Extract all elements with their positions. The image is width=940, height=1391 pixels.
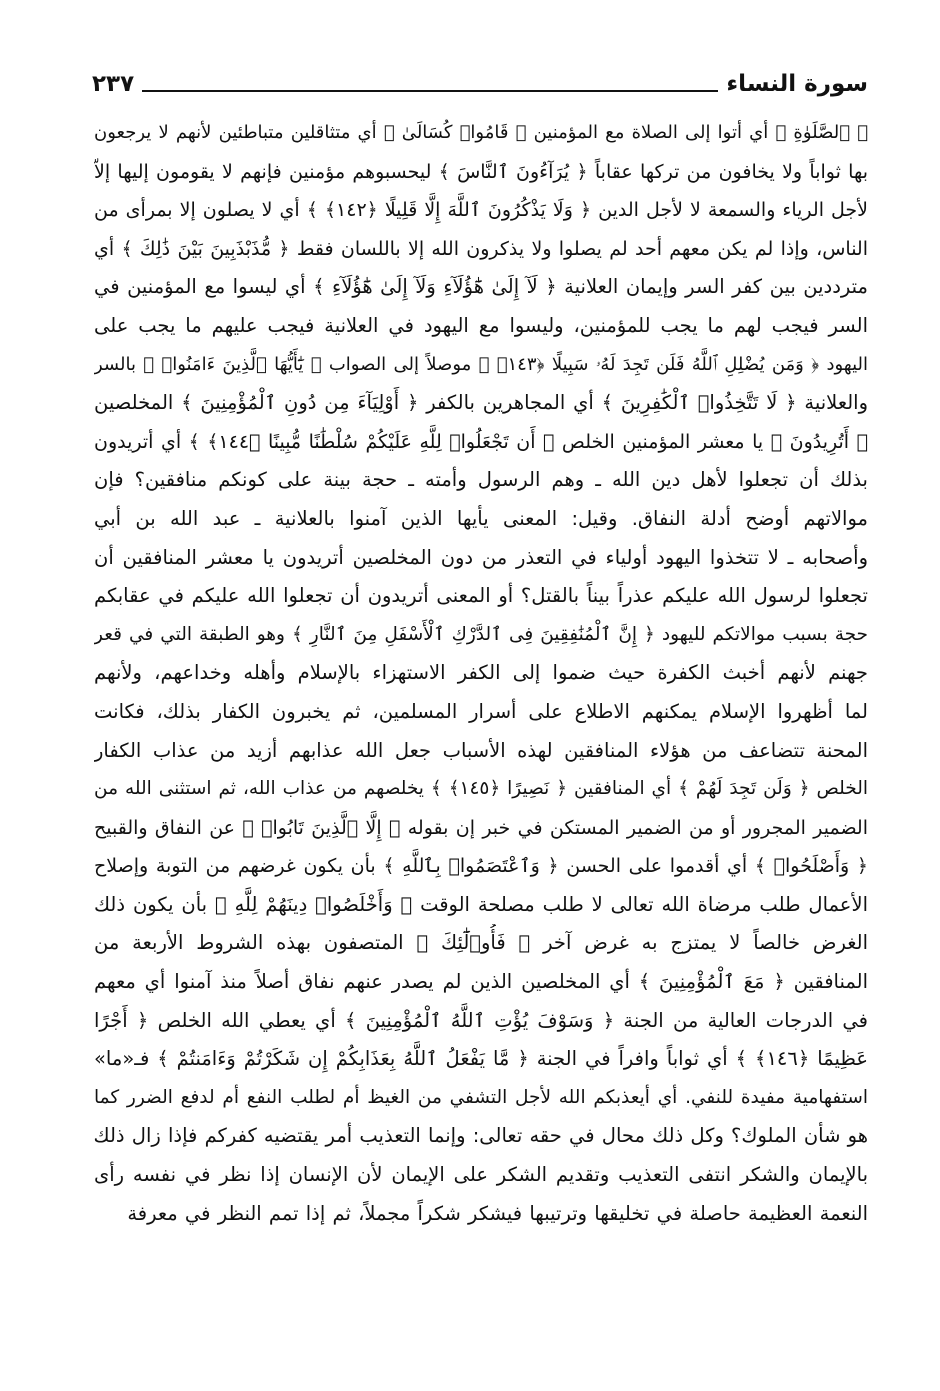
text-line: السر فيجب لهم ما يجب للمؤمنين، وليسوا مع اليهود في العلانية فيجب عليهم ما يجب على: [94, 313, 868, 337]
text-line: الضمير المجرور أو من الضمير المستكن في خبر إن بقوله ﴿ إِلَّا ٱلَّذِينَ تَابُوا۟ ﴾ عن النفاق والقبيح: [94, 816, 868, 839]
text-line: الأعمال طلب مرضاة الله تعالى لا طلب مصلحة الوقت ﴿ وَأَخْلَصُوا۟ دِينَهُمْ لِلَّهِ ﴾ بأن يكون ذلك: [94, 892, 868, 916]
header-rule: [142, 90, 718, 92]
text-line: والعلانية ﴿ لَا تَتَّخِذُوا۟ ٱلْكَٰفِرِينَ ﴾ أي المجاهرين بالكفر ﴿ أَوْلِيَآءَ مِن دُونِ ٱلْمُؤْمِنِينَ ﴾ المخلصين: [94, 391, 868, 415]
text-line: هو شأن الملوك؟ وكل ذلك محال في حقه تعالى: وإنما التعذيب أمر يقتضيه كفركم فإذا زال ذلك: [94, 1124, 868, 1148]
text-line: لما أظهروا الإسلام يمكنهم الاطلاع على أسرار المسلمين، ثم يخبرون الكفار بذلك، فكانت: [94, 699, 868, 723]
text-line: النعمة العظيمة حاصلة في تخليقها وترتيبها فيشكر شكراً مجملاً، ثم إذا تمم النظر في معرفة: [127, 1201, 868, 1225]
text-line: المحنة تتضاعف من هؤلاء المنافقين لهذه الأسباب جعل الله عذابهم أزيد من عذاب الكفار: [94, 738, 868, 762]
page-header: [92, 62, 868, 102]
text-line: الغرض خالصاً لا يمتزج به غرض آخر ﴿ فَأُو۟لَٰٓئِكَ ﴾ المتصفون بهذه الشروط الأربعة من: [94, 931, 868, 955]
text-line: لأجل الرياء والسمعة لا لأجل الدين ﴿ وَلَا يَذْكُرُونَ ٱللَّهَ إِلَّا قَلِيلًا ﴿١٤٢﴾ ﴾ أي لا يصلون إلا بمرأى من: [94, 199, 868, 222]
text-line: ﴿ أَتُرِيدُونَ ﴾ يا معشر المؤمنين الخلص ﴿ أَن تَجْعَلُوا۟ لِلَّهِ عَلَيْكُمْ سُلْطَٰنًا مُّبِينًا ﴿١٤٤﴾ ﴾ أي أتريدون: [94, 430, 868, 453]
text-line: الناس، وإذا لم يكن معهم أحد لم يصلوا ولا يذكرون الله إلا باللسان فقط ﴿ مُّذَبْذَبِينَ بَيْنَ ذَٰلِكَ ﴾ أي: [94, 237, 868, 260]
text-line: بها ثواباً ولا يخافون من تركها عقاباً ﴿ يُرَآءُونَ ٱلنَّاسَ ﴾ ليحسبوهم مؤمنين فإنهم لا يقومون إليها إلاّ: [94, 160, 868, 183]
text-line: الخلص ﴿ وَلَن تَجِدَ لَهُمْ ﴾ أي المنافقين ﴿ نَصِيرًا ﴿١٤٥﴾ ﴾ يخلصهم من عذاب الله، ثم استثنى الله من: [94, 778, 868, 800]
text-line: ﴿ ٱلصَّلَوٰةِ ﴾ أي أتوا إلى الصلاة مع المؤمنين ﴿ قَامُوا۟ كُسَالَىٰ ﴾ أي متثاقلين متباطئين لأنهم لا يرجعون: [94, 122, 868, 143]
text-line: بالإيمان والشكر انتفى التعذيب وتقديم الشكر على الإيمان لأن الإنسان إذا نظر في نفسه رأى: [94, 1163, 868, 1187]
surah-title: سورة النساء: [726, 71, 868, 97]
text-line: وأصحابه ـ لا تتخذوا اليهود أولياء في التعذر من دون المخلصين أتريدون يا معشر المنافقين أن: [94, 545, 868, 569]
text-line: بذلك أن تجعلوا لأهل دين الله ـ وهم الرسول وأمته ـ حجة بينة على كونكم منافقين؟ فإن: [94, 468, 868, 492]
text-line: المنافقين ﴿ مَعَ ٱلْمُؤْمِنِينَ ﴾ أي المخلصين الذين لم يصدر عنهم نفاق أصلاً منذ آمنوا أي معهم: [94, 970, 868, 994]
page-number: ٢٣٧: [92, 71, 135, 97]
text-line: عَظِيمًا ﴿١٤٦﴾ ﴾ أي ثواباً وافراً في الجنة ﴿ مَّا يَفْعَلُ ٱللَّهُ بِعَذَابِكُمْ إِن شَكَرْتُمْ وَءَامَنتُمْ ﴾ فـ«ما»: [94, 1047, 868, 1071]
text-line: جهنم لأنهم أخبث الكفرة حيث ضموا إلى الكفر الاستهزاء بالإسلام وأهله وخداعهم، ولأنهم: [94, 661, 868, 685]
text-line: في الدرجات العالية من الجنة ﴿ وَسَوْفَ يُؤْتِ ٱللَّهُ ٱلْمُؤْمِنِينَ ﴾ أي يعطي الله الخلص ﴿ أَجْرًا: [94, 1008, 868, 1032]
text-line: موالاتهم أوضح أدلة النفاق. وقيل: المعنى يأيها الذين آمنوا بالعلانية ـ عبد الله بن أبي: [94, 506, 868, 530]
text-line: اليهود ﴿ وَمَن يُضْلِلِ ٱللَّهُ فَلَن تَجِدَ لَهُۥ سَبِيلًا ﴿١٤٣﴾ ﴾ موصلاً إلى الصواب ﴿ يَٰٓأَيُّهَا ٱلَّذِينَ ءَامَنُوا۟ ﴾ بالسر: [94, 353, 868, 375]
text-line: ﴿ وَأَصْلَحُوا۟ ﴾ أي أقدموا على الحسن ﴿ وَٱعْتَصَمُوا۟ بِٱللَّهِ ﴾ بأن يكون غرضهم من التوبة وإصلاح: [94, 855, 868, 878]
text-line: تجعلوا لرسول الله عليكم عذراً بيناً بالقتل؟ أو المعنى أتريدون أن تجعلوا الله عليكم في عقابكم: [94, 584, 868, 608]
text-line: مترددين بين كفر السر وإيمان العلانية ﴿ لَآ إِلَىٰ هَٰٓؤُلَآءِ وَلَآ إِلَىٰ هَٰٓؤُلَآءِ ﴾ أي ليسوا مع المؤمنين في: [94, 275, 868, 299]
commentary-text: [94, 114, 868, 1233]
text-line: حجة بسبب موالاتكم لليهود ﴿ إِنَّ ٱلْمُنَٰفِقِينَ فِى ٱلدَّرْكِ ٱلْأَسْفَلِ مِنَ ٱلنَّارِ ﴾ وهو الطبقة التي في قعر: [94, 623, 868, 645]
text-line: استفهامية مفيدة للنفي. أي أيعذبكم الله لأجل التشفي من الغيظ أم لطلب النفع أم لدفع الضرر كما: [94, 1086, 868, 1108]
